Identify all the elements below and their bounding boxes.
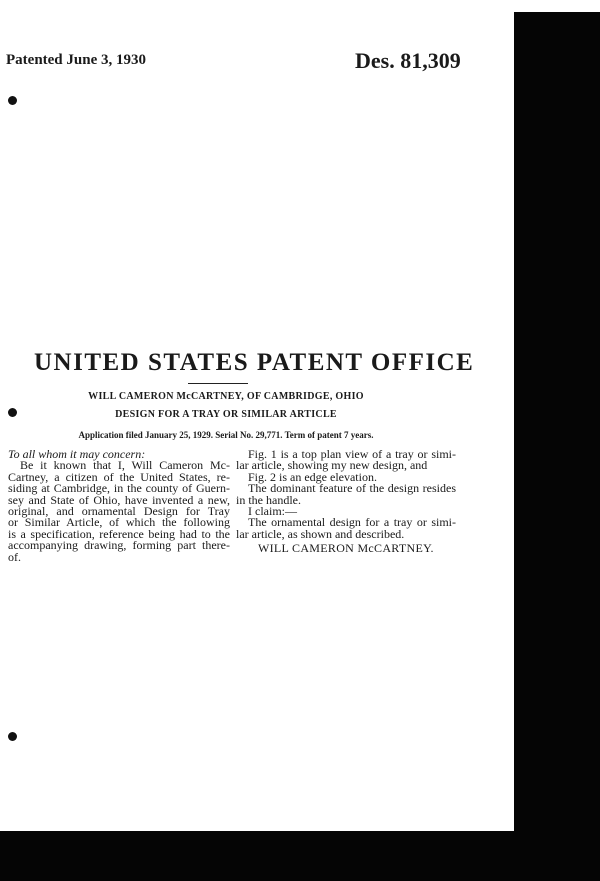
scan-edge-bottom: [0, 831, 600, 881]
right-line-1: Fig. 1 is a top plan view of a tray or simi-: [248, 447, 456, 461]
title-rule: [188, 383, 248, 384]
right-column: [236, 449, 456, 555]
left-line-6: or Similar Article, of which the following: [8, 515, 230, 530]
left-column: [8, 449, 230, 563]
left-line-1: Be it known that I, Will Cameron Mc-: [20, 458, 230, 473]
salutation: To all whom it may concern:: [8, 447, 146, 461]
left-line-4: sey and State of Ohio, have invented a new,: [8, 492, 230, 507]
punch-hole-bottom: [8, 732, 17, 741]
left-line-7: is a specification, reference being had to the: [8, 526, 230, 541]
inventor-line: WILL CAMERON McCARTNEY, OF CAMBRIDGE, OHIO: [88, 391, 364, 402]
signature: WILL CAMERON McCARTNEY.: [258, 541, 434, 556]
design-number: Des. 81,309: [355, 48, 461, 73]
left-line-2: Cartney, a citizen of the United States, re-: [8, 469, 230, 484]
scan-edge-right: [514, 12, 600, 881]
application-line: Application filed January 25, 1929. Serial No. 29,771. Term of patent 7 years.: [78, 430, 374, 440]
right-line-5: in the handle.: [236, 492, 301, 507]
design-title: DESIGN FOR A TRAY OR SIMILAR ARTICLE: [115, 409, 337, 420]
office-title: UNITED STATES PATENT OFFICE: [34, 349, 475, 376]
left-line-3: siding at Cambridge, in the county of Guern-: [8, 481, 230, 496]
right-line-4: The dominant feature of the design resides: [248, 481, 456, 496]
right-line-2: lar article, showing my new design, and: [236, 458, 428, 473]
left-line-5: original, and ornamental Design for Tray: [8, 504, 230, 519]
right-line-3: Fig. 2 is an edge elevation.: [248, 469, 377, 484]
right-line-7: The ornamental design for a tray or simi-: [248, 515, 456, 530]
right-line-8: lar article, as shown and described.: [236, 526, 405, 541]
punch-hole-top: [8, 96, 17, 105]
left-line-8: accompanying drawing, forming part there-: [8, 538, 230, 553]
patented-date: Patented June 3, 1930: [6, 52, 146, 68]
right-line-6: I claim:—: [248, 504, 297, 519]
left-line-9: of.: [8, 549, 21, 564]
